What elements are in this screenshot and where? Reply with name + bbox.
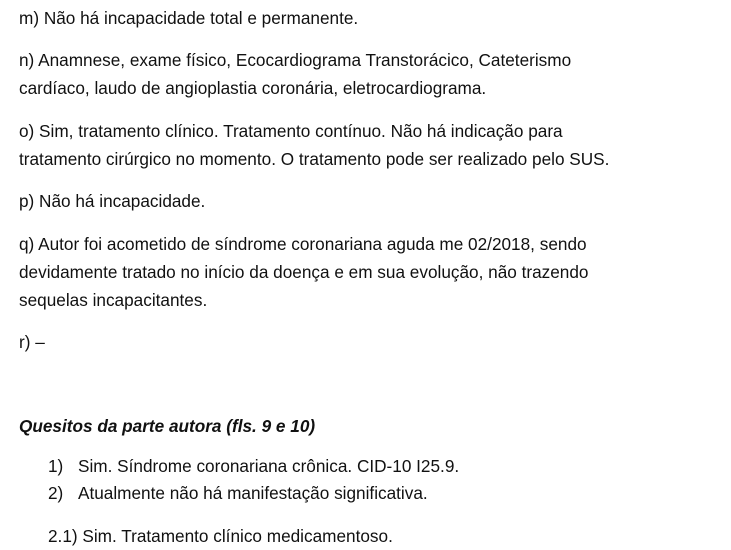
answer-p — [19, 187, 205, 215]
answer-n — [19, 46, 571, 102]
answer-o-line-2: tratamento cirúrgico no momento. O tratamento pode ser realizado pelo SUS. — [19, 149, 610, 169]
list-item-number: 2) — [48, 483, 64, 503]
answer-q — [19, 230, 589, 314]
list-item-number: 1) — [48, 456, 64, 476]
list-item-text: Sim. Síndrome coronariana crônica. CID-10 I25.9. — [78, 456, 460, 476]
list-item — [48, 453, 459, 480]
answer-p-line-1: p) Não há incapacidade. — [19, 191, 206, 211]
answer-r — [19, 328, 45, 356]
answer-n-line-2: cardíaco, laudo de angioplastia coronária, eletrocardiograma. — [19, 78, 487, 98]
answer-n-line-1: n) Anamnese, exame físico, Ecocardiograma Transtorácico, Cateterismo — [19, 50, 572, 70]
answer-r-line-1: r) – — [19, 332, 45, 352]
numbered-answers-list — [48, 453, 459, 507]
section-heading: Quesitos da parte autora (fls. 9 e 10) — [19, 416, 316, 436]
answer-q-line-3: sequelas incapacitantes. — [19, 290, 208, 310]
list-item — [48, 480, 459, 507]
answer-q-line-1: q) Autor foi acometido de síndrome coronariana aguda me 02/2018, sendo — [19, 234, 587, 254]
answer-q-line-2: devidamente tratado no início da doença e em sua evolução, não trazendo — [19, 262, 589, 282]
answer-o-line-1: o) Sim, tratamento clínico. Tratamento contínuo. Não há indicação para — [19, 121, 563, 141]
answer-m — [19, 4, 358, 32]
answer-o — [19, 117, 609, 173]
sub-answer-2-1: 2.1) Sim. Tratamento clínico medicamentoso. — [48, 526, 393, 546]
list-item-text: Atualmente não há manifestação significativa. — [78, 483, 428, 503]
answer-m-line-1: m) Não há incapacidade total e permanente. — [19, 8, 359, 28]
